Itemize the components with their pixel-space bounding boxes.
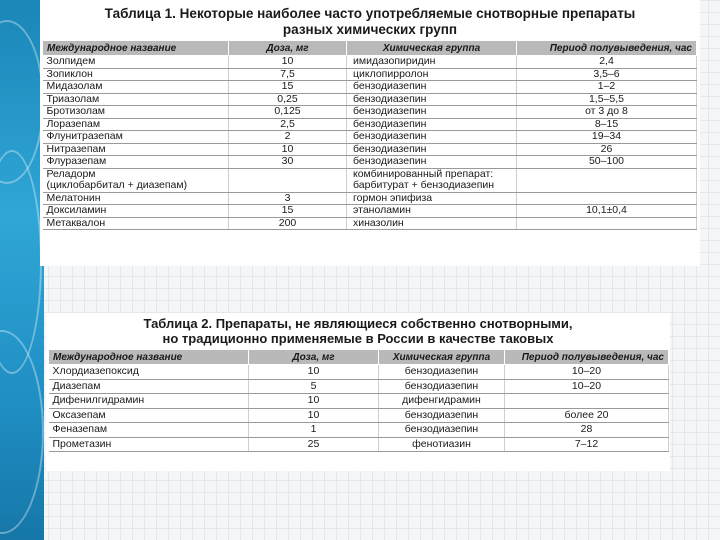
dose: 10 bbox=[249, 394, 379, 409]
chemical-group: дифенгидрамин bbox=[379, 394, 505, 409]
drug-name: Бротизолам bbox=[43, 106, 229, 119]
chemical-group: бензодиазепин bbox=[347, 93, 517, 106]
chemical-group-line2: барбитурат + бензодиазепин bbox=[353, 179, 495, 191]
dose: 10 bbox=[249, 365, 379, 380]
drug-name: Мидазолам bbox=[43, 81, 229, 94]
half-life: более 20 bbox=[505, 408, 669, 423]
dose: 10 bbox=[229, 143, 347, 156]
table-row bbox=[43, 81, 697, 94]
drug-name: Триазолам bbox=[43, 93, 229, 106]
chemical-group: бензодиазепин bbox=[347, 81, 517, 94]
header-half-life: Период полувыведения, час bbox=[505, 350, 669, 365]
drug-name: Оксазепам bbox=[49, 408, 249, 423]
drug-name: Прометазин bbox=[49, 437, 249, 452]
drug-name: Флуразепам bbox=[43, 156, 229, 169]
dose: 1 bbox=[249, 423, 379, 438]
drug-name: Лоразепам bbox=[43, 118, 229, 131]
table-row bbox=[43, 205, 697, 218]
drug-name: Дифенилгидрамин bbox=[49, 394, 249, 409]
table2 bbox=[48, 349, 669, 452]
dose: 2,5 bbox=[229, 118, 347, 131]
chemical-group: бензодиазепин bbox=[379, 365, 505, 380]
table-row-combined bbox=[43, 168, 697, 192]
half-life bbox=[517, 168, 697, 192]
table-row bbox=[49, 437, 669, 452]
table-row bbox=[43, 68, 697, 81]
drug-name: Мелатонин bbox=[43, 192, 229, 205]
table-row bbox=[49, 365, 669, 380]
half-life: 26 bbox=[517, 143, 697, 156]
chemical-group: бензодиазепин bbox=[347, 106, 517, 119]
header-name: Международное название bbox=[49, 350, 249, 365]
chemical-group: фенотиазин bbox=[379, 437, 505, 452]
half-life: от 3 до 8 bbox=[517, 106, 697, 119]
dose: 25 bbox=[249, 437, 379, 452]
table-row bbox=[43, 217, 697, 230]
table2-sheet bbox=[46, 313, 670, 471]
drug-name: Метаквалон bbox=[43, 217, 229, 230]
half-life: 10–20 bbox=[505, 379, 669, 394]
table-row bbox=[49, 394, 669, 409]
chemical-group: бензодиазепин bbox=[379, 423, 505, 438]
dose: 10 bbox=[249, 408, 379, 423]
chemical-group: циклопирролон bbox=[347, 68, 517, 81]
table1-title-line1: Таблица 1. Некоторые наиболее часто употребляемые снотворные препараты bbox=[104, 6, 636, 21]
half-life bbox=[517, 217, 697, 230]
drug-name: Диазепам bbox=[49, 379, 249, 394]
chemical-group: гормон эпифиза bbox=[347, 192, 517, 205]
half-life: 10,1±0,4 bbox=[517, 205, 697, 218]
drug-name: Нитразепам bbox=[43, 143, 229, 156]
half-life bbox=[517, 192, 697, 205]
decorative-sidebar bbox=[0, 0, 44, 540]
table-row bbox=[49, 423, 669, 438]
drug-name: Зопиклон bbox=[43, 68, 229, 81]
table2-title-line1: Таблица 2. Препараты, не являющиеся собственно снотворными, bbox=[143, 316, 573, 331]
table-row bbox=[49, 408, 669, 423]
half-life bbox=[505, 394, 669, 409]
drug-name-line2: (циклобарбитал + диазепам) bbox=[46, 179, 188, 191]
table-row bbox=[43, 56, 697, 69]
drug-name: Флунитразепам bbox=[43, 131, 229, 144]
dose: 3 bbox=[229, 192, 347, 205]
dose: 10 bbox=[229, 56, 347, 69]
table2-caption bbox=[46, 313, 670, 349]
table1-header-row bbox=[43, 41, 697, 56]
dose: 0,25 bbox=[229, 93, 347, 106]
chemical-group: бензодиазепин bbox=[379, 408, 505, 423]
table-row bbox=[43, 106, 697, 119]
table-row bbox=[43, 143, 697, 156]
dose: 0,125 bbox=[229, 106, 347, 119]
half-life: 1,5–5,5 bbox=[517, 93, 697, 106]
table-row bbox=[49, 379, 669, 394]
dose: 15 bbox=[229, 205, 347, 218]
table2-title-line2: но традиционно применяемые в России в качестве таковых bbox=[162, 330, 554, 346]
half-life: 19–34 bbox=[517, 131, 697, 144]
drug-name-line1: Реладорм bbox=[46, 168, 96, 180]
table-row bbox=[43, 118, 697, 131]
half-life: 50–100 bbox=[517, 156, 697, 169]
header-chemical-group: Химическая группа bbox=[379, 350, 505, 365]
header-name: Международное название bbox=[43, 41, 229, 56]
dose: 5 bbox=[249, 379, 379, 394]
drug-name bbox=[43, 168, 229, 192]
table1 bbox=[42, 40, 697, 230]
half-life: 2,4 bbox=[517, 56, 697, 69]
header-chemical-group: Химическая группа bbox=[347, 41, 517, 56]
table2-header-row bbox=[49, 350, 669, 365]
half-life: 1–2 bbox=[517, 81, 697, 94]
half-life: 28 bbox=[505, 423, 669, 438]
chemical-group: бензодиазепин bbox=[347, 131, 517, 144]
chemical-group-line1: комбинированный препарат: bbox=[353, 168, 494, 180]
half-life: 3,5–6 bbox=[517, 68, 697, 81]
half-life: 8–15 bbox=[517, 118, 697, 131]
dose bbox=[229, 168, 347, 192]
chemical-group: бензодиазепин bbox=[347, 156, 517, 169]
dose: 30 bbox=[229, 156, 347, 169]
dose: 15 bbox=[229, 81, 347, 94]
dose: 200 bbox=[229, 217, 347, 230]
header-dose: Доза, мг bbox=[229, 41, 347, 56]
table1-caption bbox=[40, 0, 700, 40]
header-dose: Доза, мг bbox=[249, 350, 379, 365]
header-half-life: Период полувыведения, час bbox=[517, 41, 697, 56]
drug-name: Хлордиазепоксид bbox=[49, 365, 249, 380]
dose: 7,5 bbox=[229, 68, 347, 81]
table-row bbox=[43, 131, 697, 144]
chemical-group: имидазопиридин bbox=[347, 56, 517, 69]
chemical-group: бензодиазепин bbox=[379, 379, 505, 394]
chemical-group: бензодиазепин bbox=[347, 143, 517, 156]
half-life: 10–20 bbox=[505, 365, 669, 380]
dose: 2 bbox=[229, 131, 347, 144]
chemical-group bbox=[347, 168, 517, 192]
chemical-group: хиназолин bbox=[347, 217, 517, 230]
drug-name: Феназепам bbox=[49, 423, 249, 438]
table1-title-line2: разных химических групп bbox=[282, 21, 458, 37]
table-row bbox=[43, 192, 697, 205]
drug-name: Золпидем bbox=[43, 56, 229, 69]
half-life: 7–12 bbox=[505, 437, 669, 452]
chemical-group: этаноламин bbox=[347, 205, 517, 218]
drug-name: Доксиламин bbox=[43, 205, 229, 218]
table-row bbox=[43, 156, 697, 169]
table-row bbox=[43, 93, 697, 106]
chemical-group: бензодиазепин bbox=[347, 118, 517, 131]
table1-sheet bbox=[40, 0, 700, 266]
